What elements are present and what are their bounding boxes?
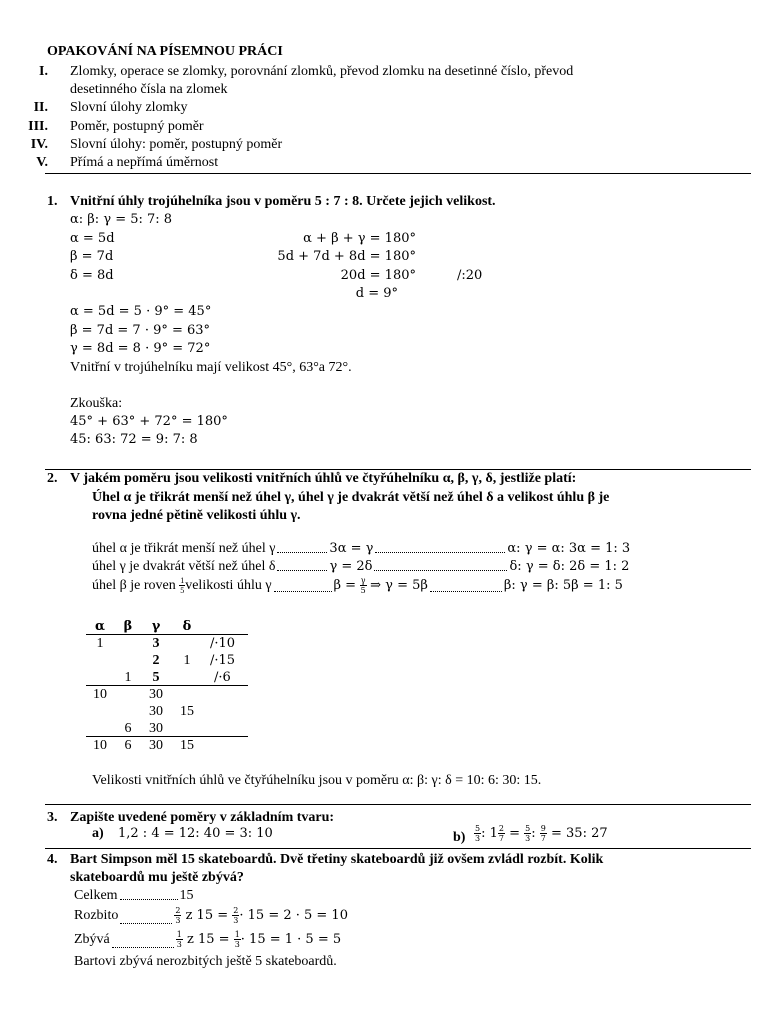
- task-number: 3.: [47, 810, 58, 825]
- table-cell: 2: [152, 653, 160, 668]
- dotted-leader: [277, 569, 327, 571]
- topic-text: Přímá a nepřímá úměrnost: [70, 155, 219, 170]
- condition-ratio: δ: γ = δ: 2δ = 1: 2: [509, 559, 630, 574]
- condition-equation: 3α = γ: [329, 541, 374, 556]
- fraction: $\frac{1}{5}$: [180, 576, 185, 596]
- condition-equation: β =: [333, 578, 357, 593]
- task-condition: rovna jedné pětině velikosti úhlu γ.: [92, 508, 301, 523]
- dotted-leader: [375, 551, 505, 553]
- answer-text: Vnitřní v trojúhelníku mají velikost 45°, 63°a 72°.: [70, 360, 352, 375]
- topic-number: I.: [39, 64, 48, 79]
- topic-text: Slovní úlohy: poměr, postupný poměr: [70, 137, 283, 152]
- table-cell: 6: [124, 738, 132, 753]
- table-header: α: [94, 619, 105, 634]
- condition-ratio: β: γ = β: 5β = 1: 5: [503, 578, 623, 593]
- check-line: 45° + 63° + 72° = 180°: [70, 414, 228, 429]
- condition-ratio: α: γ = α: 3α = 1: 3: [507, 541, 631, 556]
- task-title: Bart Simpson měl 15 skateboardů. Dvě třetiny skateboardů již ovšem zvládl rozbít. Kolik: [70, 852, 604, 867]
- topic-number: III.: [28, 119, 48, 134]
- table-cell: 10: [93, 687, 107, 702]
- result-line: γ = 8d = 8 · 9° = 72°: [70, 341, 211, 356]
- equation: β = 7d: [70, 249, 114, 264]
- topic-text: Poměr, postupný poměr: [70, 119, 204, 134]
- table-cell: 10: [93, 738, 107, 753]
- total-label: Celkem: [74, 888, 118, 903]
- table-rule: [86, 736, 248, 737]
- dotted-leader: [277, 551, 327, 553]
- equation: 20d = 180°: [340, 268, 416, 283]
- table-cell: 1: [124, 670, 132, 685]
- condition-row: [92, 576, 623, 596]
- total-row: [74, 888, 194, 904]
- dotted-leader: [112, 946, 174, 948]
- dotted-leader: [120, 922, 172, 924]
- task-title: Vnitřní úhly trojúhelníka jsou v poměru 5 : 7 : 8. Určete jejich velikost.: [70, 194, 496, 209]
- task-title: skateboardů mu ještě zbývá?: [70, 870, 244, 885]
- broken-row: Rozbito $\frac{2}{3}$ z 15 = $\frac{2}{3}$ · 15 = 2 · 5 = 10: [74, 906, 348, 925]
- table-cell: 30: [149, 738, 163, 753]
- table-cell: 15: [180, 704, 194, 719]
- topic-number: IV.: [30, 137, 48, 152]
- task-title: V jakém poměru jsou velikosti vnitřních úhlů ve čtyřúhelníku α, β, γ, δ, jestliže platí:: [70, 471, 577, 486]
- task-condition: Úhel α je třikrát menší než úhel γ, úhel γ je dvakrát větší než úhel δ a velikost úhlu β je: [92, 490, 610, 505]
- table-header: β: [123, 619, 133, 634]
- task-number: 2.: [47, 471, 58, 486]
- page-title: OPAKOVÁNÍ NA PÍSEMNOU PRÁCI: [47, 44, 283, 59]
- subtask-label: b): [453, 830, 466, 845]
- topic-number: II.: [33, 100, 48, 115]
- topic-text: Zlomky, operace se zlomky, porovnání zlomků, převod zlomku na desetinné číslo, převod: [70, 64, 574, 79]
- condition-equation: ⇒ γ = 5β: [370, 578, 428, 593]
- equation: δ = 8d: [70, 268, 114, 283]
- table-cell: 3: [152, 636, 160, 651]
- table-multiplier: /·6: [214, 670, 231, 685]
- result-line: α = 5d = 5 · 9° = 45°: [70, 304, 212, 319]
- table-rule: [86, 685, 248, 686]
- equation: α = 5d: [70, 231, 115, 246]
- dotted-leader: [374, 569, 507, 571]
- condition-text: úhel α je třikrát menší než úhel γ: [92, 541, 276, 556]
- table-cell: 30: [149, 721, 163, 736]
- table-header: δ: [182, 619, 192, 634]
- division-note: /:20: [457, 268, 483, 283]
- topic-text: Slovní úlohy zlomky: [70, 100, 188, 115]
- table-multiplier: /·10: [210, 636, 236, 651]
- task-number: 1.: [47, 194, 58, 209]
- table-rule: [86, 634, 248, 635]
- dotted-leader: [274, 590, 332, 592]
- dotted-leader: [120, 898, 178, 900]
- answer-text: Velikosti vnitřních úhlů ve čtyřúhelníku jsou v poměru α: β: γ: δ = 10: 6: 30: 15.: [92, 773, 542, 788]
- equation: d = 9°: [355, 286, 398, 301]
- ratio-line: α: β: γ = 5: 7: 8: [70, 212, 173, 227]
- divider: [45, 848, 751, 849]
- equation: α + β + γ = 180°: [303, 231, 416, 246]
- dotted-leader: [430, 590, 502, 592]
- task-title: Zapište uvedené poměry v základním tvaru:: [70, 810, 335, 825]
- table-cell: 5: [152, 670, 160, 685]
- remaining-row: Zbývá $\frac{1}{3}$ z 15 = $\frac{1}{3}$ · 15 = 1 · 5 = 5: [74, 930, 342, 949]
- divider: [45, 173, 751, 174]
- table-header: γ: [151, 619, 161, 634]
- divider: [45, 804, 751, 805]
- fraction: $\frac{\gamma}{5}$: [360, 576, 366, 596]
- result-line: β = 7d = 7 · 9° = 63°: [70, 323, 211, 338]
- condition-text: úhel γ je dvakrát větší než úhel δ: [92, 559, 276, 574]
- ratio-expression: $\frac{5}{3}$ : 1 $\frac{2}{7}$ = $\frac{5}{3}$ : $\frac{9}{7}$ = 35: 27: [475, 824, 608, 843]
- table-multiplier: /·15: [210, 653, 236, 668]
- check-label: Zkouška:: [70, 396, 123, 411]
- subtask-label: a): [92, 826, 104, 841]
- table-cell: 1: [183, 653, 191, 668]
- topic-text: desetinného čísla na zlomek: [70, 82, 228, 97]
- table-cell: 30: [149, 704, 163, 719]
- divider: [45, 469, 751, 470]
- condition-equation: γ = 2δ: [329, 559, 373, 574]
- check-line: 45: 63: 72 = 9: 7: 8: [70, 432, 198, 447]
- table-cell: 6: [124, 721, 132, 736]
- condition-row: [92, 559, 629, 575]
- table-cell: 30: [149, 687, 163, 702]
- table-cell: 1: [96, 636, 104, 651]
- topic-number: V.: [36, 155, 48, 170]
- condition-text: úhel β je roven: [92, 578, 176, 593]
- ratio-expression: 1,2 : 4 = 12: 40 = 3: 10: [118, 826, 273, 841]
- condition-row: [92, 541, 630, 557]
- table-cell: 15: [180, 738, 194, 753]
- total-value: 15: [179, 888, 194, 903]
- equation: 5d + 7d + 8d = 180°: [277, 249, 416, 264]
- task-number: 4.: [47, 852, 58, 867]
- condition-text: velikosti úhlu γ: [185, 578, 272, 593]
- answer-text: Bartovi zbývá nerozbitých ještě 5 skateboardů.: [74, 954, 337, 969]
